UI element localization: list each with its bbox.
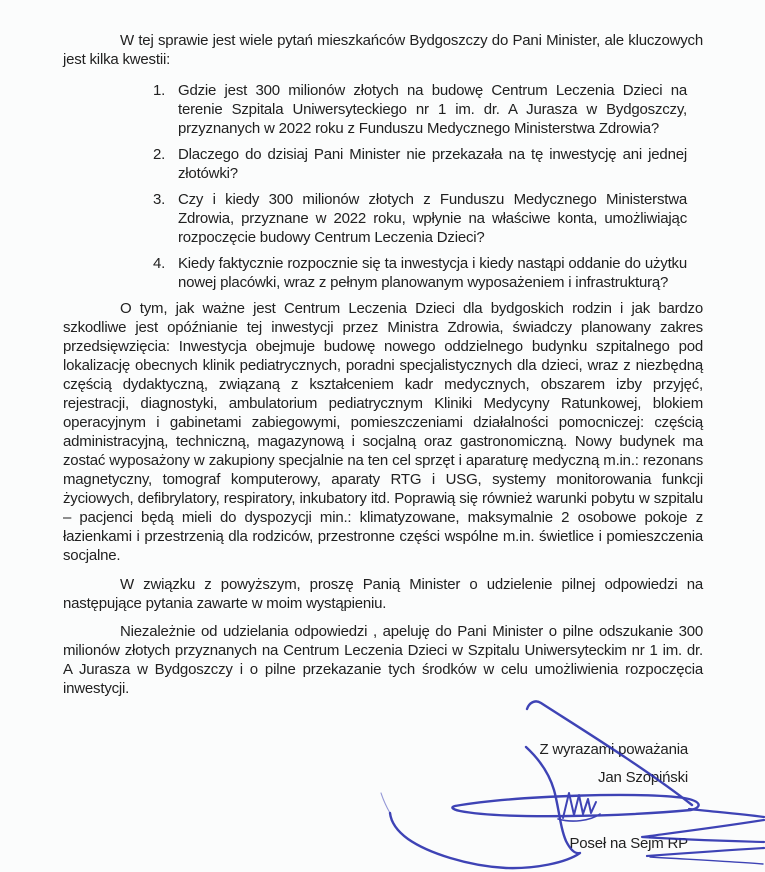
question-text: Kiedy faktycznie rozpocznie się ta inwestycja i kiedy nastąpi oddanie do użytku nowej placówki, wraz z pełnym planowanym wyposażeniem i infrastrukturą? (178, 255, 687, 291)
questions-list (63, 81, 703, 292)
signer-title: Poseł na Sejm RP (569, 835, 688, 852)
question-item-4 (63, 254, 703, 292)
question-item-1 (63, 81, 703, 138)
question-number: 4. (153, 255, 166, 272)
question-item-3 (63, 190, 703, 247)
closing-block (63, 740, 703, 853)
scope-paragraph: O tym, jak ważne jest Centrum Leczenia Dzieci dla bydgoskich rodzin i jak bardzo szkodliwe jest opóźnianie tej inwestycji przez Ministra Zdrowia, świadczy planowany zakres przedsięwzięcia: Inwestycja obejmuje budowę nowego oddzielnego budynku szpitalnego pod lokalizację obecnych klinik pediatrycznych, poradni specjalistycznych dla dzieci, wraz z niezbędną częścią dydaktyczną, związaną z kształceniem kadr medycznych, obszarem izby przyjęć, rejestracji, diagnostyki, ambulatorium pediatrycznym Kliniki Medycyny Ratunkowej, blokiem operacyjnym i gabinetami zabiegowymi, pomieszczeniami działalności pomocniczej: częścią administracyjną, techniczną, magazynową i socjalną oraz gastronomiczną. Nowy budynek ma zostać wyposażony w zakupiony specjalnie na ten cel sprzęt i aparaturę medyczną m.in.: rezonans magnetyczny, tomograf komputerowy, aparaty RTG i USG, systemy monitorowania funkcji życiowych, defibrylatory, respiratory, inkubatory itd. Poprawią się również warunki pobytu w szpitalu – pacjenci będą mieli do dyspozycji min.: klimatyzowane, maksymalnie 2 osobowe pokoje z łazienkami i przestrzenią dla rodziców, przestronne części wspólne m.in. świetlice i pomieszczenia socjalne. (63, 300, 703, 564)
signature-stroke-zigzag-3 (650, 857, 763, 864)
question-text: Czy i kiedy 300 milionów złotych z Funduszu Medycznego Ministerstwa Zdrowia, przyznane w 2022 roku, wpłynie na właściwe konta, umożliwiając rozpoczęcie budowy Centrum Leczenia Dzieci? (178, 191, 687, 246)
question-number: 3. (153, 191, 166, 208)
closing-salutation: Z wyrazami poważania (539, 741, 688, 758)
signer-name: Jan Szopiński (598, 769, 688, 786)
question-text: Dlaczego do dzisiaj Pani Minister nie przekazała na tę inwestycję ani jednej złotówki? (178, 146, 687, 182)
question-number: 2. (153, 146, 166, 163)
intro-paragraph: W tej sprawie jest wiele pytań mieszkańców Bydgoszczy do Pani Minister, ale kluczowych jest kilka kwestii: (63, 32, 703, 68)
question-number: 1. (153, 82, 166, 99)
request-paragraph: W związku z powyższym, proszę Panią Minister o udzielenie pilnej odpowiedzi na następujące pytania zawarte w moim wystąpieniu. (63, 576, 703, 612)
question-item-2 (63, 145, 703, 183)
question-text: Gdzie jest 300 milionów złotych na budowę Centrum Leczenia Dzieci na terenie Szpitala Uniwersyteckiego nr 1 im. dr. A Jurasza w Bydgoszczy, przyznanych w 2022 roku z Funduszu Medycznego Ministerstwa Zdrowia? (178, 82, 687, 137)
appeal-paragraph: Niezależnie od udzielania odpowiedzi , apeluję do Pani Minister o pilne odszukanie 300 milionów złotych przyznanych na Centrum Leczenia Dzieci w Szpitalu Uniwersyteckim nr 1 im. dr. A Jurasza w Bydgoszczy i o pilne przekazanie tych środków w celu umożliwienia rozpoczęcia inwestycji. (63, 623, 703, 697)
